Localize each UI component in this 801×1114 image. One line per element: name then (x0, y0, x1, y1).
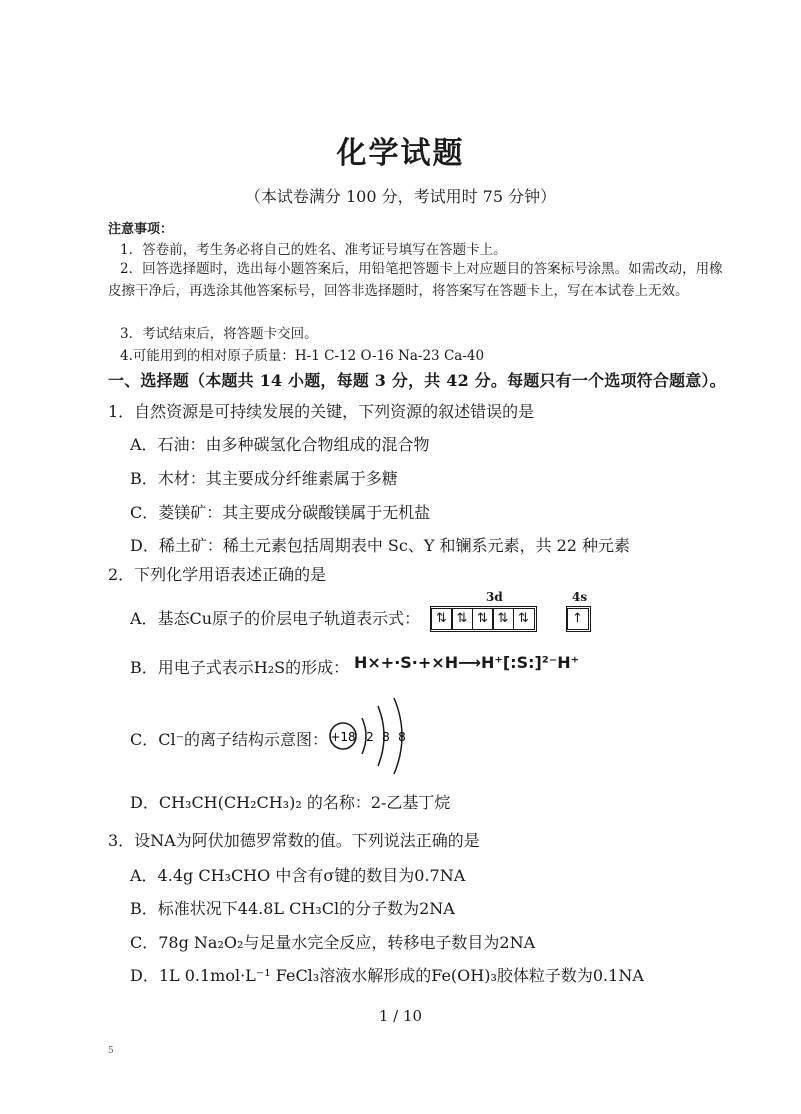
orbital-label-3d: 3d (486, 590, 503, 604)
question-2-option-b: B．用电子式表示H₂S的形成： (130, 658, 350, 677)
shell-electron-count: 8 (398, 730, 406, 744)
note-item-1: 1．答卷前，考生务必将自己的姓名、准考证号填写在答题卡上。 (120, 242, 507, 258)
question-1-option-b: B．木材：其主要成分纤维素属于多糖 (130, 469, 398, 488)
question-2-option-d: D．CH₃CH(CH₂CH₃)₂ 的名称：2-乙基丁烷 (130, 793, 451, 812)
question-1-stem: 1．自然资源是可持续发展的关键，下列资源的叙述错误的是 (108, 402, 535, 421)
footer-mark: 5 (108, 1046, 114, 1056)
question-2-option-a: A．基态Cu原子的价层电子轨道表示式： (130, 609, 421, 628)
question-3-stem: 3．设NA为阿伏加德罗常数的值。下列说法正确的是 (108, 831, 480, 850)
notes-heading: 注意事项： (108, 222, 174, 237)
question-3-option-b: B．标准状况下44.8L CH₃Cl的分子数为2NA (130, 899, 455, 918)
note-item-4: 4.可能用到的相对原子质量：H-1 C-12 O-16 Na-23 Ca-40 (120, 348, 485, 364)
page-number: 1 / 10 (378, 1007, 423, 1025)
electron-dot-formation: H×+·S·+×H⟶H⁺[:S:]²⁻H⁺ (354, 653, 580, 672)
question-1-option-c: C．菱镁矿：其主要成分碳酸镁属于无机盐 (130, 503, 431, 522)
question-1-option-a: A．石油：由多种碳氢化合物组成的混合物 (130, 435, 430, 454)
shell-electron-count: 8 (382, 730, 390, 744)
orbital-box: ↑ (567, 608, 589, 630)
orbital-box: ⇅ (451, 608, 473, 630)
nucleus-charge: +18 (330, 730, 356, 744)
shell-electron-count: 2 (366, 730, 374, 744)
page-title: 化学试题 (336, 136, 465, 171)
ion-structure-diagram (326, 696, 416, 782)
orbital-box: ⇅ (513, 608, 535, 630)
question-3-option-c: C．78g Na₂O₂与足量水完全反应，转移电子数目为2NA (130, 933, 536, 952)
question-2-option-c: C．Cl⁻的离子结构示意图： (130, 730, 329, 749)
orbital-box: ⇅ (431, 608, 453, 630)
orbital-diagram-4s (566, 606, 591, 632)
exam-subtitle: （本试卷满分 100 分，考试用时 75 分钟） (244, 187, 557, 206)
orbital-label-4s: 4s (572, 590, 588, 604)
question-3-option-d: D．1L 0.1mol·L⁻¹ FeCl₃溶液水解形成的Fe(OH)₃胶体粒子数为0.1NA (130, 966, 644, 985)
section-heading: 一、选择题（本题共 14 小题，每题 3 分，共 42 分。每题只有一个选项符合题意）。 (108, 371, 726, 390)
note-item-2: 2．回答选择题时，选出每小题答案后，用铅笔把答题卡上对应题目的答案标号涂黑。如需改动，用橡皮擦干净后，再选涂其他答案标号，回答非选择题时，将答案写在答题卡上，写在本试卷上无效。 (108, 261, 723, 299)
orbital-box: ⇅ (492, 608, 514, 630)
orbital-diagram-3d (430, 606, 537, 632)
note-item-3: 3．考试结束后，将答题卡交回。 (120, 326, 318, 342)
question-3-option-a: A．4.4g CH₃CHO 中含有σ键的数目为0.7NA (130, 866, 466, 885)
question-1-option-d: D．稀土矿：稀土元素包括周期表中 Sc、Y 和镧系元素，共 22 种元素 (130, 536, 631, 555)
question-2-stem: 2．下列化学用语表述正确的是 (108, 565, 327, 584)
orbital-box: ⇅ (472, 608, 494, 630)
